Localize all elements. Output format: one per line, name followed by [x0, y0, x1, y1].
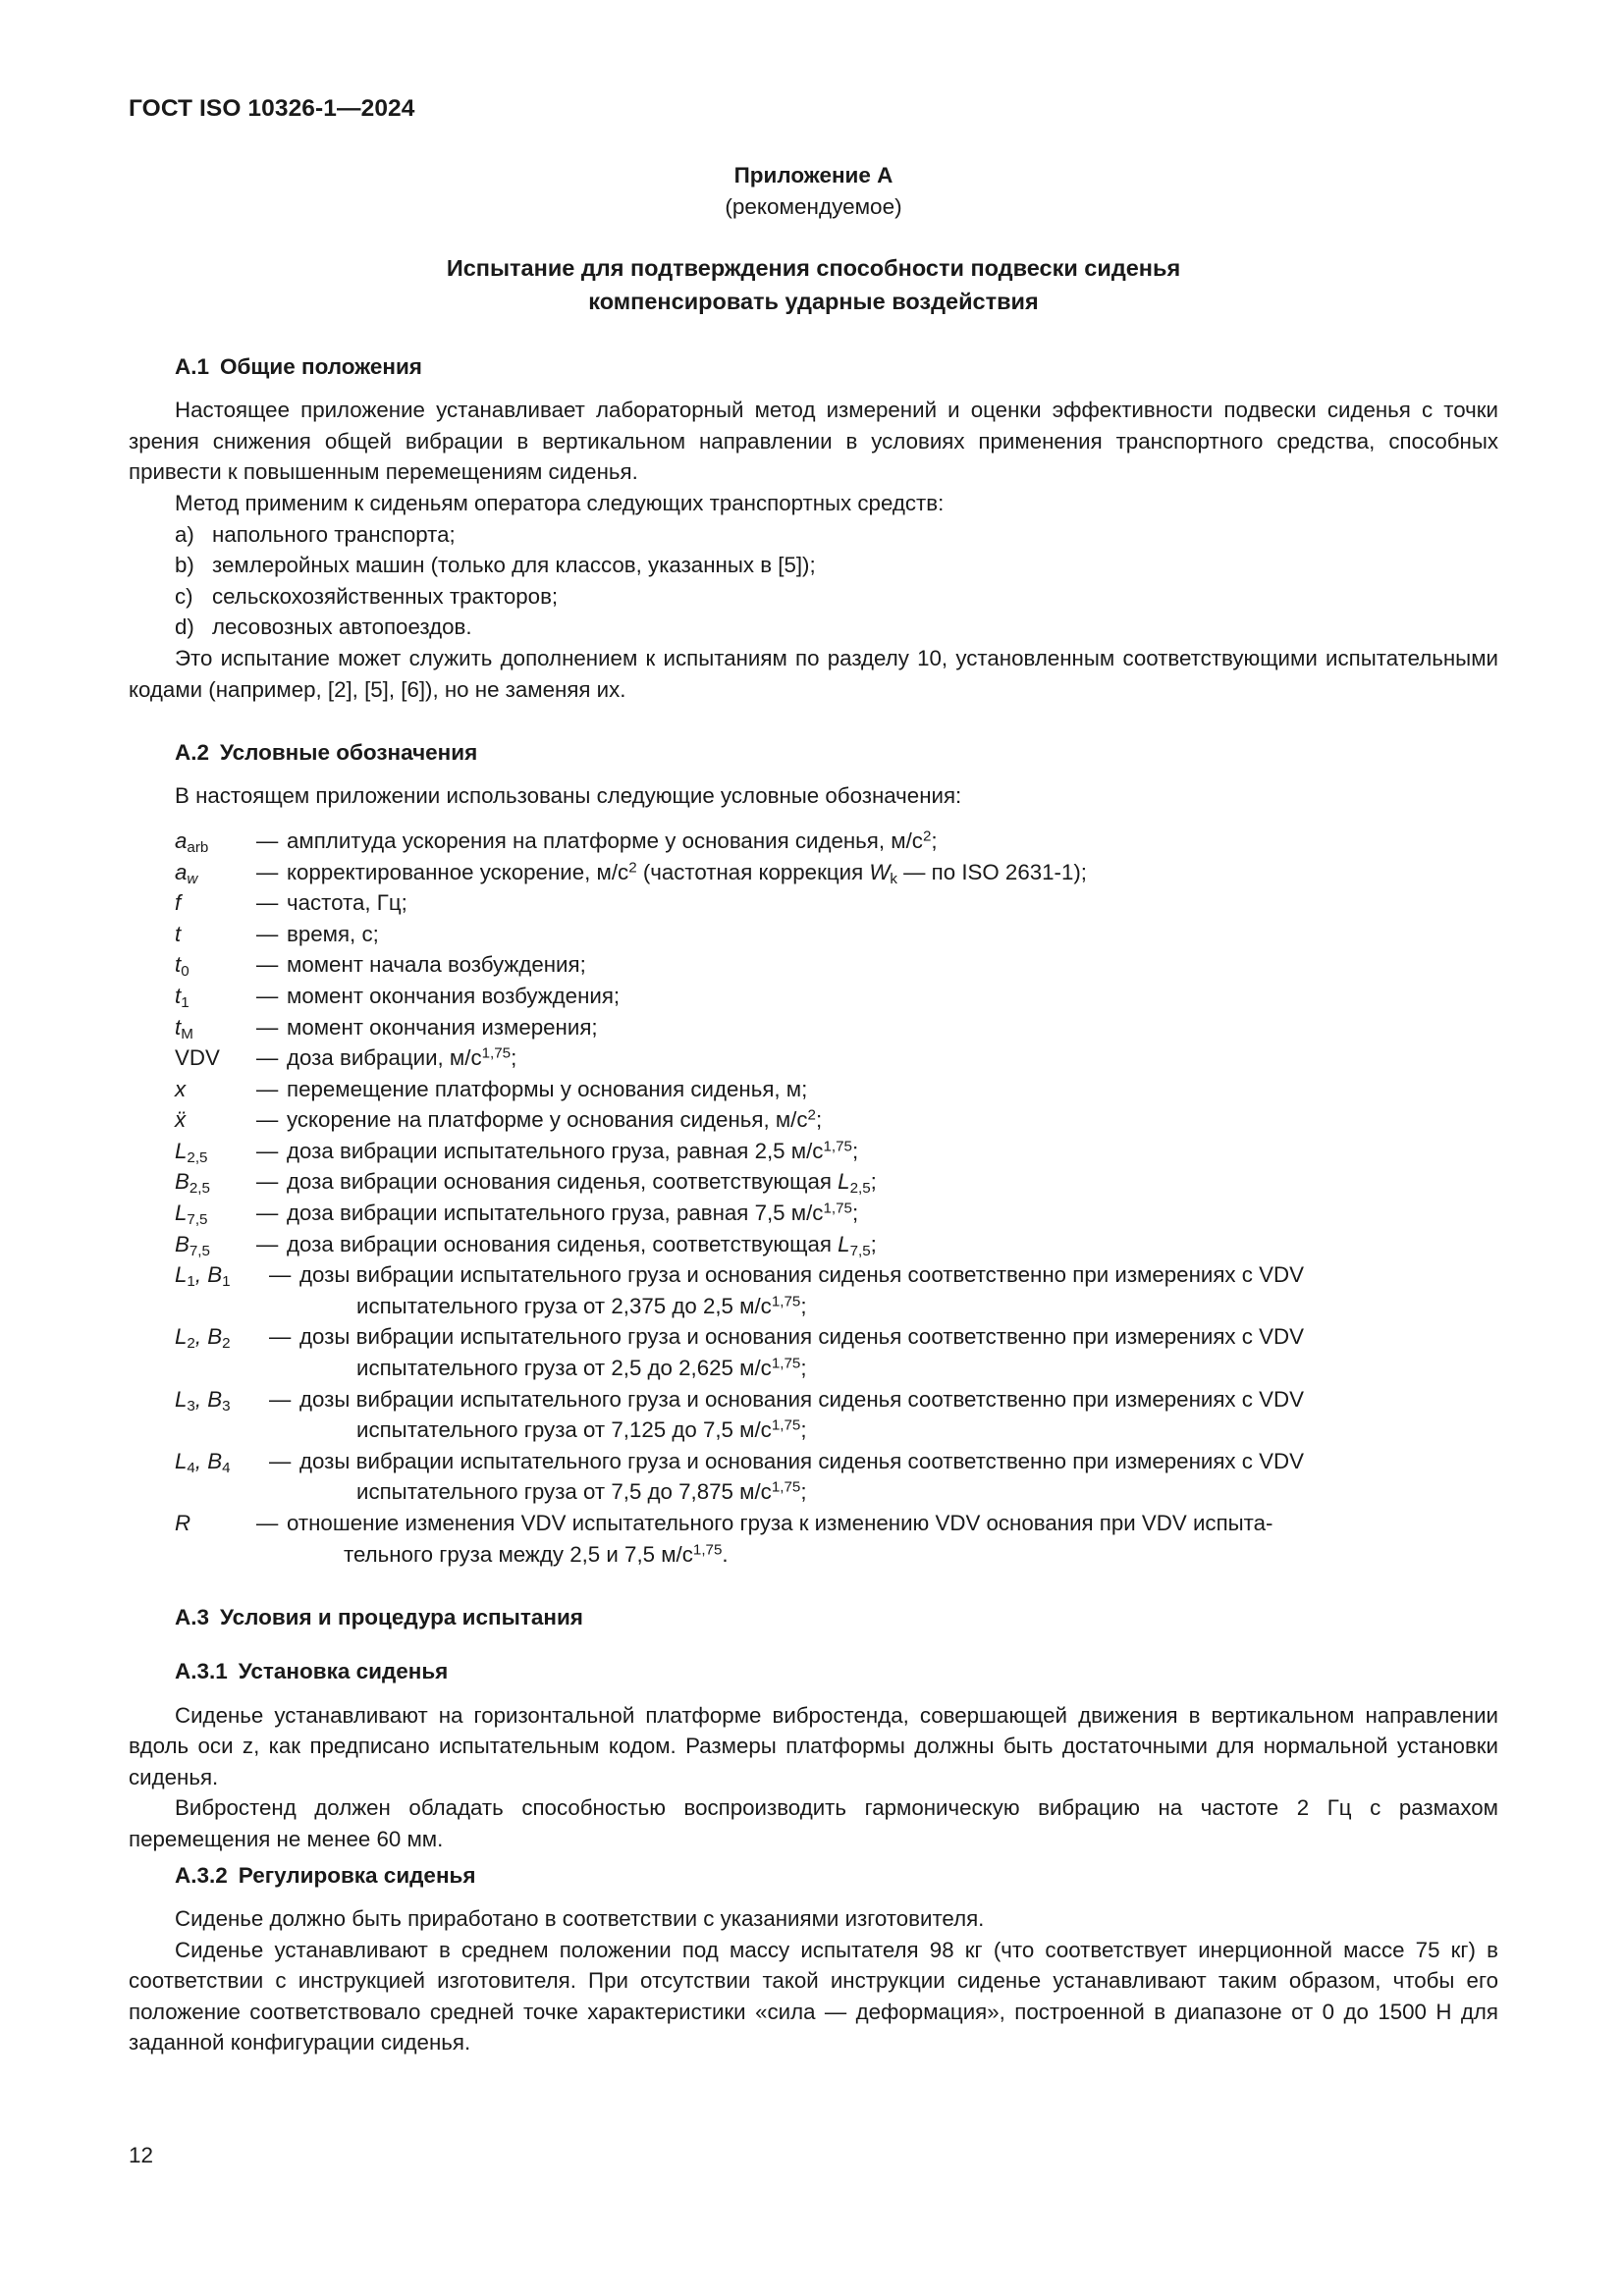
annex-label-block	[129, 160, 1498, 223]
symbol-row	[129, 1074, 1498, 1105]
symbol-dash: —	[256, 1169, 279, 1195]
symbol-name: t	[175, 921, 182, 946]
list-item-marker: b)	[175, 553, 194, 578]
heading-a31-title: Установка сиденья	[238, 1659, 449, 1684]
list-item-marker: c)	[175, 583, 193, 609]
heading-a1-title: Общие положения	[220, 353, 422, 379]
annex-title-line-1: Испытание для подтверждения способности подвески сиденья	[446, 255, 1181, 282]
symbol-row	[129, 1012, 1498, 1043]
list-item-marker: a)	[175, 521, 194, 547]
symbol-definition: доза вибрации основания сиденья, соответствующая $L_{2,5}$;	[287, 1169, 877, 1198]
symbol-name: $L_4$, $B_4$	[175, 1448, 231, 1477]
vehicle-type-list	[129, 519, 1498, 643]
symbol-dash: —	[256, 1231, 279, 1256]
symbol-dash: —	[269, 1386, 292, 1412]
symbol-definition: корректированное ускорение, $м/с^2$ (частотная коррекция $W_k$ — по ISO 2631-1);	[287, 859, 1087, 887]
symbol-definition: доза вибрации, $м/с^{1,75}$;	[287, 1044, 517, 1071]
symbol-name: x	[175, 1076, 187, 1101]
symbol-definitions-list	[129, 826, 1498, 1570]
symbol-row	[129, 1042, 1498, 1074]
symbol-dash: —	[256, 859, 279, 884]
symbol-row	[129, 887, 1498, 919]
symbol-row	[129, 1321, 1498, 1383]
symbol-name: $a_w$	[175, 859, 198, 887]
symbol-dash: —	[256, 921, 279, 946]
list-item	[129, 519, 1498, 551]
list-item-text: лесовозных автопоездов.	[212, 614, 472, 640]
heading-a3-number: А.3	[175, 1605, 210, 1630]
paragraph-a1-2: Метод применим к сиденьям оператора следующих транспортных средств:	[175, 490, 945, 515]
heading-a1-number: А.1	[175, 353, 210, 379]
symbol-name: $t_0$	[175, 952, 189, 981]
heading-a3-title: Условия и процедура испытания	[220, 1605, 583, 1630]
paragraph-a32-2: Сиденье устанавливают в среднем положении под массу испытателя 98 кг (что соответствует инерционной массе 75 кг) в соответствии с инструкцией изготовителя. При отсутствии такой инструкции сиденье устанавливают таким образом, чтобы его положение соответствовало средней точке характеристики «сила — деформация», построенной в диапазоне от 0 до 1500 Н для заданной конфигурации сиденья.	[129, 1937, 1498, 2056]
heading-a32-title: Регулировка сиденья	[238, 1862, 476, 1888]
symbol-definition: момент окончания измерения;	[287, 1014, 598, 1040]
symbol-row	[129, 826, 1498, 857]
heading-a32	[129, 1861, 1498, 1890]
symbol-name: $L_1$, $B_1$	[175, 1262, 231, 1291]
symbol-name: $L_2$, $B_2$	[175, 1324, 231, 1353]
symbol-name: $t_1$	[175, 983, 189, 1012]
symbol-name: ẍ	[175, 1107, 187, 1133]
symbol-dash: —	[256, 890, 279, 916]
symbol-definition: амплитуда ускорения на платформе у основания сиденья, $м/с^2$;	[287, 828, 938, 853]
symbol-dash: —	[256, 1138, 279, 1163]
symbol-row	[129, 1384, 1498, 1446]
symbol-dash: —	[256, 983, 279, 1008]
symbol-dash: —	[256, 1076, 279, 1101]
paragraph-a32-1: Сиденье должно быть приработано в соответствии с указаниями изготовителя.	[175, 1905, 985, 1931]
symbol-definition: отношение изменения VDV испытательного груза к изменению VDV основания при VDV испыта- тельного груза между 2,5 и 7,5 $м/с^{1,75}$.	[287, 1511, 1273, 1567]
list-item-marker: d)	[175, 614, 194, 640]
symbol-row	[129, 1104, 1498, 1136]
symbol-dash: —	[256, 1511, 279, 1536]
symbol-dash: —	[256, 828, 279, 853]
running-header: ГОСТ ISO 10326-1—2024	[129, 95, 415, 122]
symbol-definition: доза вибрации испытательного груза, равная 2,5 $м/с^{1,75}$;	[287, 1138, 859, 1163]
list-item	[129, 581, 1498, 613]
heading-a2-title: Условные обозначения	[220, 740, 478, 766]
symbol-name: $a_{arb}$	[175, 828, 209, 857]
symbol-definition: доза вибрации испытательного груза, равная 7,5 $м/с^{1,75}$;	[287, 1200, 859, 1226]
paragraph-a1-3: Это испытание может служить дополнением к испытаниям по разделу 10, установленным соответствующими испытательными кодами (например, [2], [5], [6]), но не заменяя их.	[129, 645, 1498, 702]
symbol-dash: —	[256, 1045, 279, 1071]
symbol-row	[129, 1136, 1498, 1167]
symbol-definition: дозы вибрации испытательного груза и основания сиденья соответственно при измерениях с VDV испытательного груза от 7,5 до 7,875 $м/с^{1,75}$;	[299, 1448, 1304, 1505]
symbol-row	[129, 1259, 1498, 1321]
symbol-name: $B_{7,5}$	[175, 1231, 210, 1259]
symbol-dash: —	[269, 1262, 292, 1288]
symbol-definition: дозы вибрации испытательного груза и основания сиденья соответственно при измерениях с VDV испытательного груза от 7,125 до 7,5 $м/с^{1,75}$;	[299, 1386, 1304, 1443]
symbol-definition: момент начала возбуждения;	[287, 952, 586, 978]
list-item	[129, 550, 1498, 581]
symbol-row	[129, 1166, 1498, 1198]
heading-a2	[129, 738, 1498, 767]
symbol-name: $L_{7,5}$	[175, 1201, 208, 1229]
paragraph-a2-intro: В настоящем приложении использованы следующие условные обозначения:	[175, 783, 962, 809]
page-number: 12	[129, 2143, 154, 2167]
symbol-dash: —	[256, 1201, 279, 1226]
symbol-definition: дозы вибрации испытательного груза и основания сиденья соответственно при измерениях с VDV испытательного груза от 2,375 до 2,5 $м/с^{1,75}$;	[299, 1262, 1304, 1318]
symbol-name: f	[175, 890, 182, 916]
heading-a3	[129, 1603, 1498, 1631]
symbol-definition: частота, Гц;	[287, 890, 407, 916]
symbol-definition: момент окончания возбуждения;	[287, 983, 621, 1008]
list-item-text: землеройных машин (только для классов, указанных в [5]);	[212, 553, 816, 578]
symbol-definition: ускорение на платформе у основания сиденья, $м/с^2$;	[287, 1107, 823, 1133]
annex-status: (рекомендуемое)	[725, 194, 902, 220]
symbol-dash: —	[256, 1107, 279, 1133]
symbol-row	[129, 919, 1498, 950]
symbol-name: R	[175, 1511, 191, 1536]
symbol-row	[129, 1198, 1498, 1229]
symbol-row	[129, 949, 1498, 981]
page-content	[129, 0, 1498, 2058]
symbol-row	[129, 857, 1498, 888]
symbol-name: VDV	[175, 1045, 220, 1071]
heading-a2-number: А.2	[175, 740, 210, 766]
symbol-row	[129, 981, 1498, 1012]
list-item	[129, 612, 1498, 643]
heading-a32-number: А.3.2	[175, 1862, 228, 1888]
paragraph-a31-1: Сиденье устанавливают на горизонтальной платформе вибростенда, совершающей движения в вертикальном направлении вдоль оси z, как предписано испытательным кодом. Размеры платформы должны быть достаточными для нормальной установки сиденья.	[129, 1702, 1498, 1789]
symbol-name: $L_3$, $B_3$	[175, 1386, 231, 1415]
symbol-row	[129, 1446, 1498, 1508]
paragraph-a1-1: Настоящее приложение устанавливает лабораторный метод измерений и оценки эффективности подвески сиденья с точки зрения снижения общей вибрации в вертикальном направлении в условиях применения транспортного средства, способных привести к повышенным перемещениям сиденья.	[129, 398, 1498, 485]
list-item-text: напольного транспорта;	[212, 521, 456, 547]
symbol-row	[129, 1508, 1498, 1570]
annex-title-line-2: компенсировать ударные воздействия	[588, 289, 1039, 315]
annex-label: Приложение А	[733, 163, 893, 188]
symbol-dash: —	[256, 952, 279, 978]
symbol-dash: —	[269, 1324, 292, 1350]
symbol-definition: доза вибрации основания сиденья, соответствующая $L_{7,5}$;	[287, 1231, 877, 1259]
symbol-name: $L_{2,5}$	[175, 1138, 208, 1167]
symbol-name: $t_M$	[175, 1014, 193, 1042]
symbol-definition: время, с;	[287, 921, 379, 946]
symbol-name: $B_{2,5}$	[175, 1169, 210, 1198]
symbol-dash: —	[269, 1448, 292, 1473]
annex-title	[129, 252, 1498, 319]
paragraph-a31-2: Вибростенд должен обладать способностью воспроизводить гармоническую вибрацию на частоте 2 Гц с размахом перемещения не менее 60 мм.	[129, 1795, 1498, 1852]
symbol-row	[129, 1229, 1498, 1260]
symbol-definition: перемещение платформы у основания сиденья, м;	[287, 1076, 808, 1101]
heading-a1	[129, 352, 1498, 381]
list-item-text: сельскохозяйственных тракторов;	[212, 583, 559, 609]
symbol-dash: —	[256, 1014, 279, 1040]
symbol-definition: дозы вибрации испытательного груза и основания сиденья соответственно при измерениях с VDV испытательного груза от 2,5 до 2,625 $м/с^{1,75}$;	[299, 1324, 1304, 1381]
heading-a31	[129, 1657, 1498, 1685]
heading-a31-number: А.3.1	[175, 1659, 228, 1684]
